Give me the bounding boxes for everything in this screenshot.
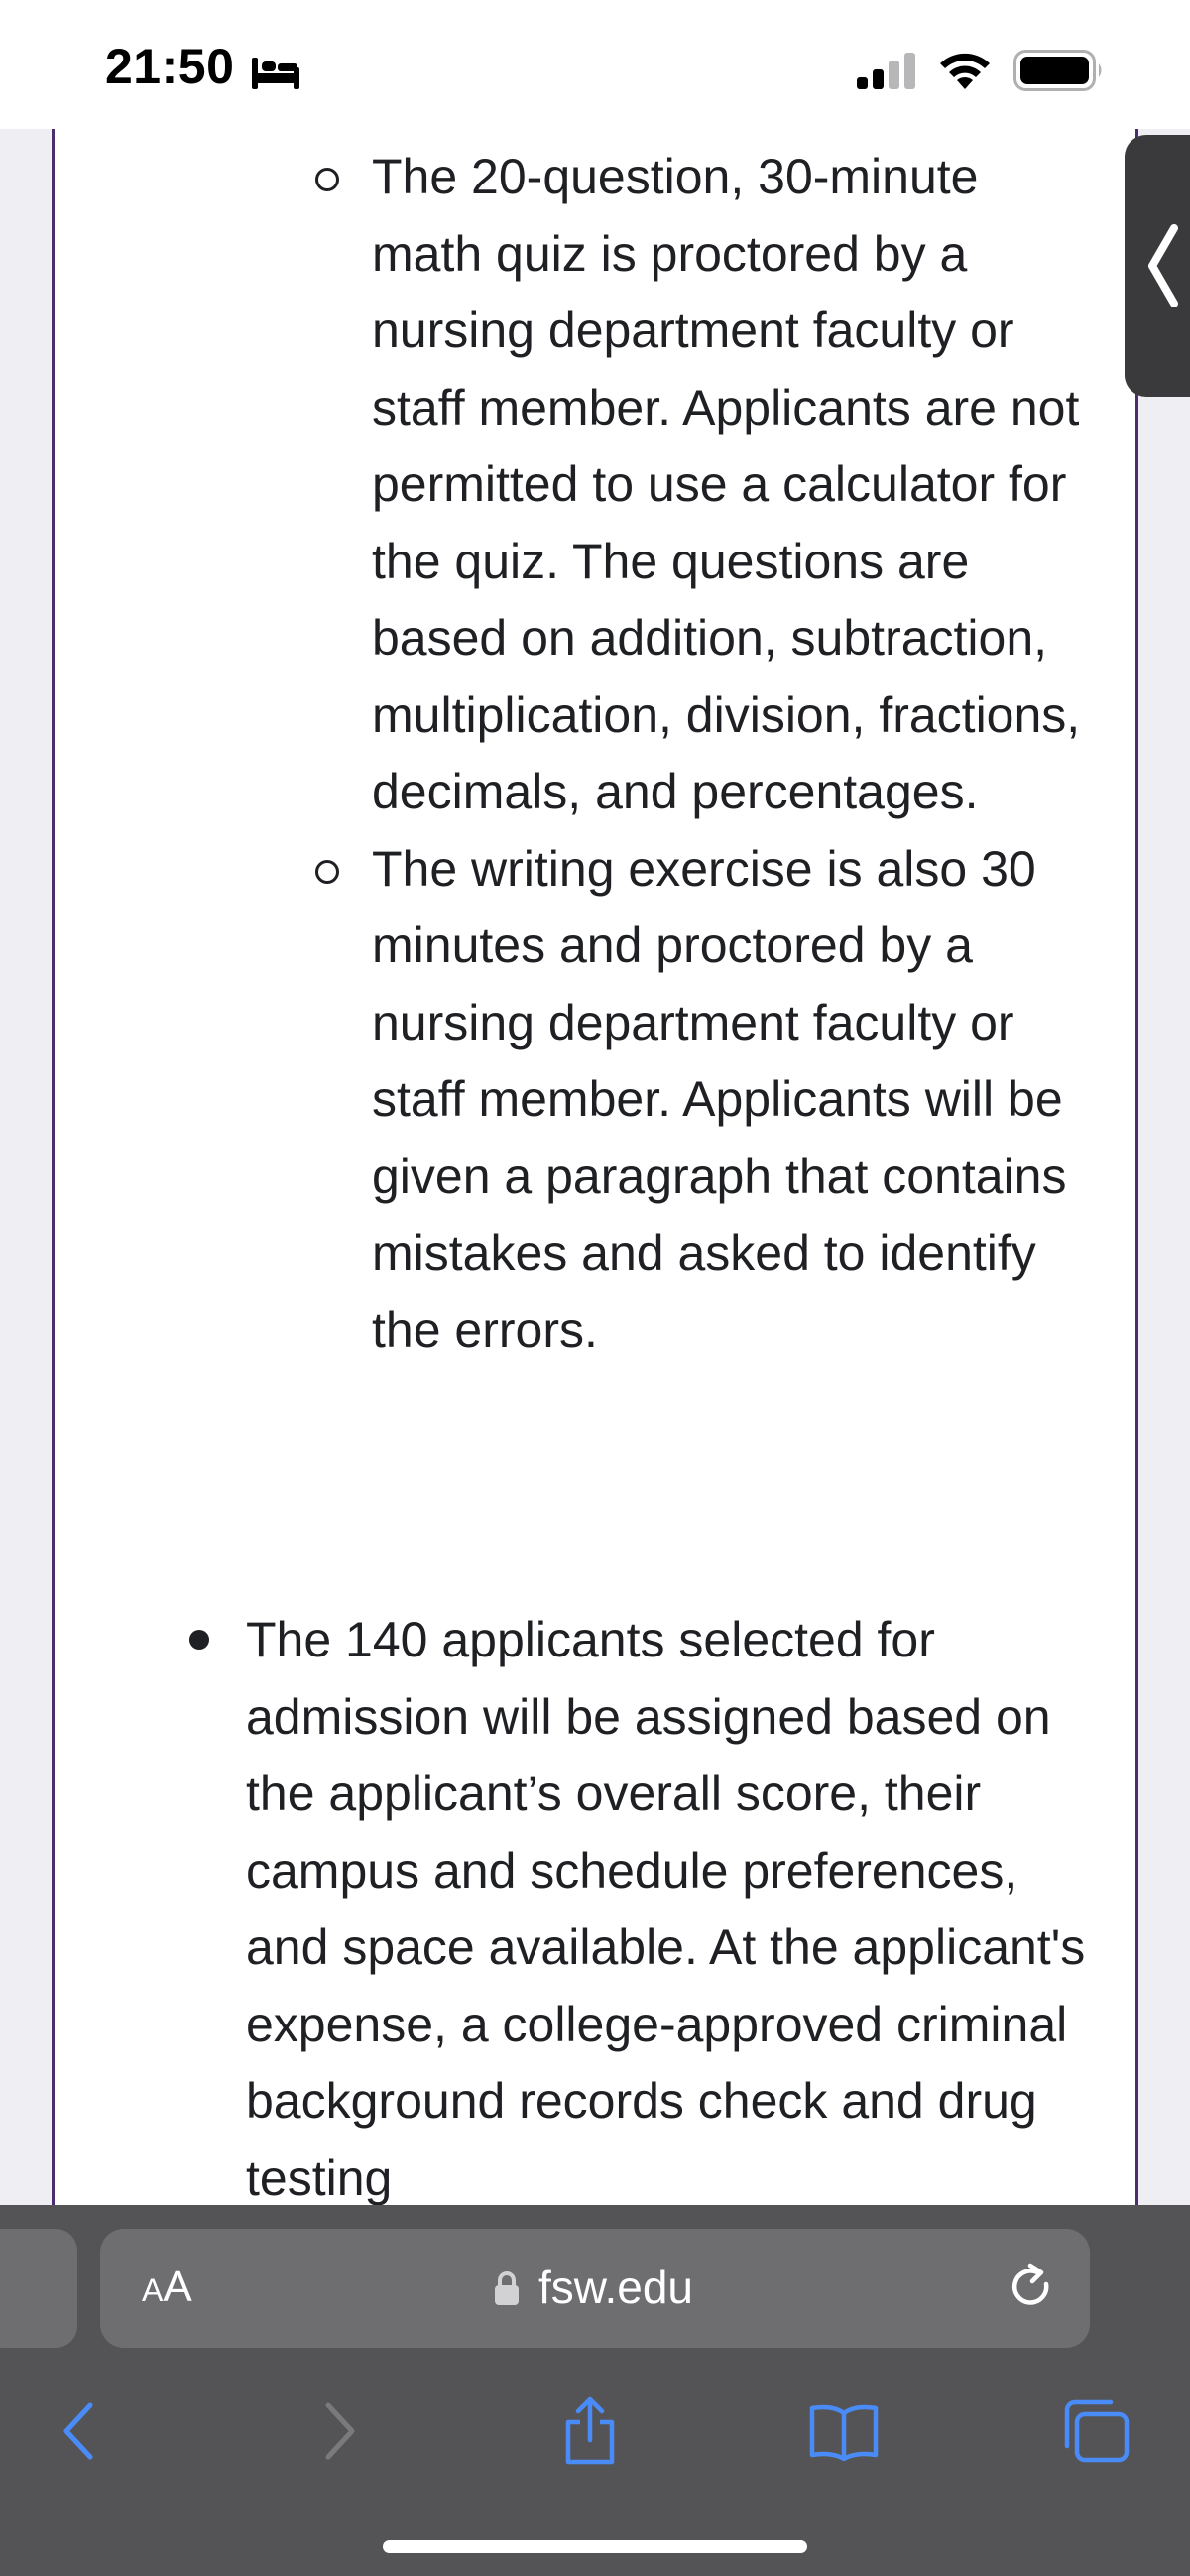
list-item: The 140 applicants selected for admission will be assigned based on the applicant’s overall score, their campus and schedule preferences, and space available. At the applicant's expense, a college-approved criminal background records check and drug testing <box>246 1602 1099 2217</box>
share-button[interactable] <box>545 2382 635 2481</box>
list-item: The writing exercise is also 30 minutes and proctored by a nursing department faculty or staff member. Applicants will be given a paragraph that contains mistakes and asked to identify the errors. <box>372 831 1086 1370</box>
tabs-button[interactable] <box>1051 2382 1140 2481</box>
bed-icon <box>250 54 301 91</box>
navigation-row <box>0 2382 1190 2501</box>
tabs-icon <box>1061 2398 1130 2464</box>
status-bar <box>0 0 1190 129</box>
browser-toolbar <box>0 2205 1190 2576</box>
lock-icon <box>493 2270 521 2306</box>
url-domain: fsw.edu <box>538 2262 693 2313</box>
home-indicator[interactable] <box>383 2540 807 2553</box>
wifi-icon <box>936 48 994 91</box>
address-bar[interactable] <box>100 2229 1090 2348</box>
bullet-list <box>246 1602 1099 2217</box>
bookmarks-button[interactable] <box>799 2382 889 2481</box>
clock: 21:50 <box>105 39 235 94</box>
list-item: The 20-question, 30-minute math quiz is proctored by a nursing department faculty or staff member. Applicants are not permitted to use a calculator for the quiz. The questions are based on addition, subtraction, multiplication, division, fractions, decimals, and percentages. <box>372 139 1086 831</box>
cellular-signal-icon <box>855 52 918 91</box>
sub-bullet-list <box>372 139 1086 1369</box>
forward-button[interactable] <box>296 2382 385 2481</box>
text-size-button[interactable]: AA <box>142 2263 192 2311</box>
chevron-left-icon <box>60 2401 96 2461</box>
chevron-right-icon <box>322 2401 358 2461</box>
side-panel-tab[interactable] <box>1125 135 1190 397</box>
back-button[interactable] <box>34 2382 123 2481</box>
battery-icon <box>1013 50 1105 91</box>
previous-tab-preview[interactable] <box>0 2229 77 2348</box>
book-icon <box>808 2401 880 2461</box>
reload-icon[interactable] <box>1007 2263 1056 2314</box>
share-icon <box>560 2396 620 2466</box>
chevron-left-icon <box>1144 224 1180 307</box>
